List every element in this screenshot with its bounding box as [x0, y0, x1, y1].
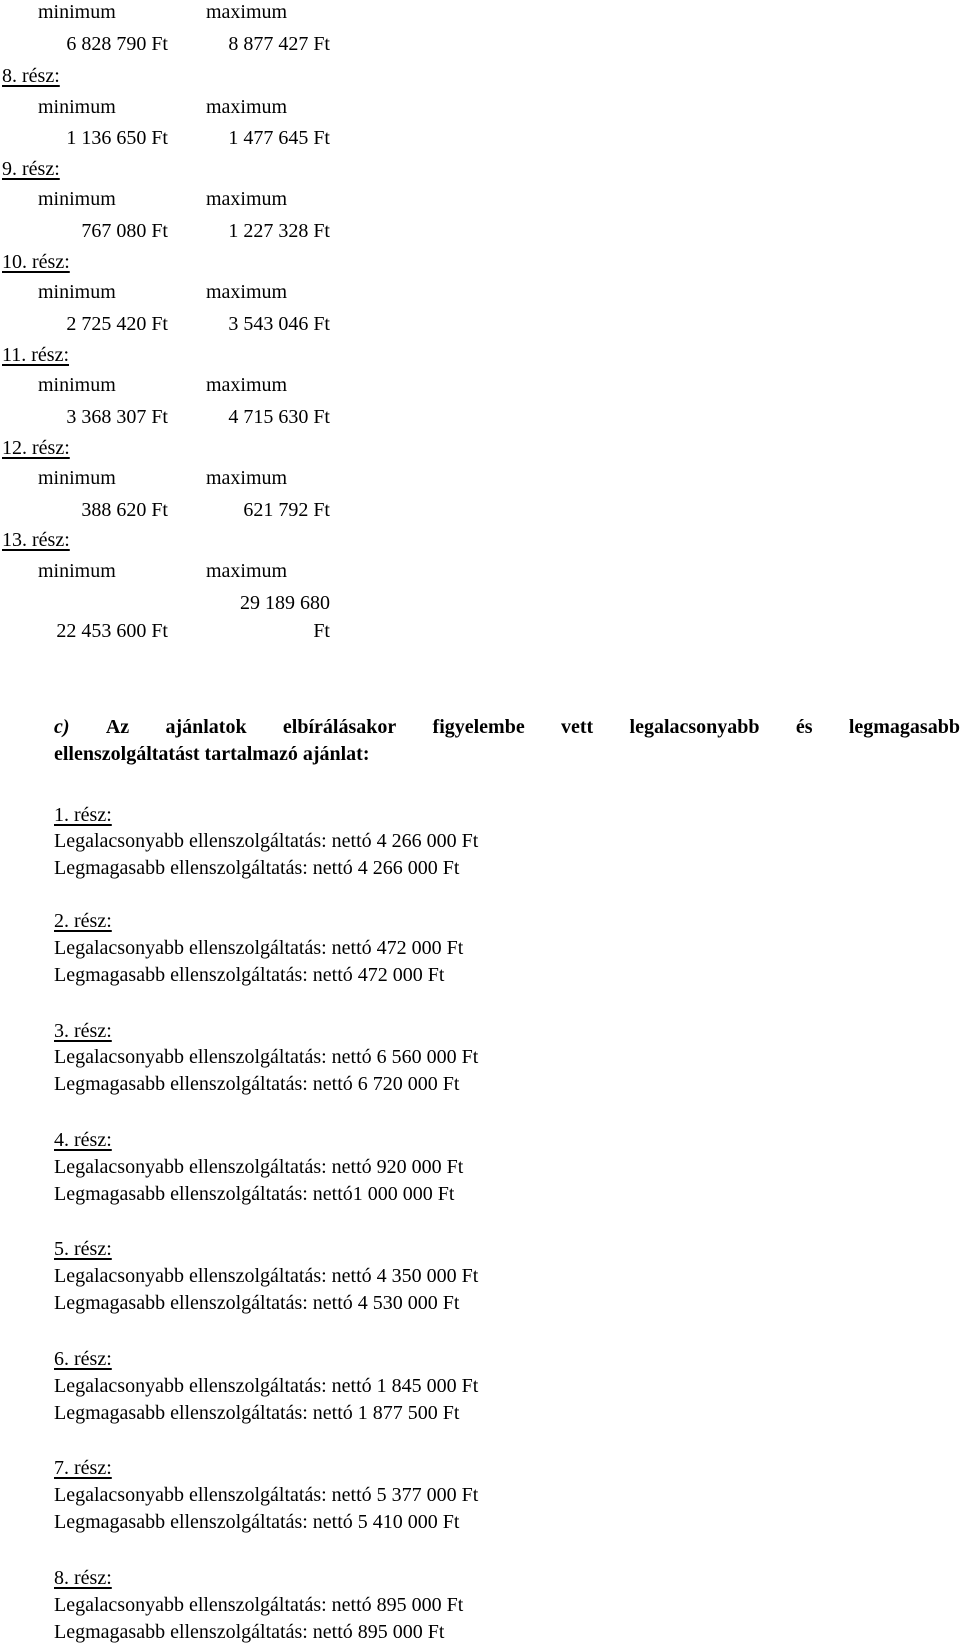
max-label: maximum [206, 1, 288, 23]
lowest-offer-line: Legalacsonyabb ellenszolgáltatás: nettó 4 266 000 Ft [54, 830, 479, 852]
max-label: maximum [206, 374, 288, 396]
header-row [0, 0, 960, 25]
min-value: 6 828 790 Ft [66, 33, 168, 55]
min-value: 22 453 600 Ft [56, 620, 168, 642]
min-label: minimum [38, 1, 116, 23]
min-label: minimum [38, 281, 116, 303]
max-value: 1 227 328 Ft [228, 220, 330, 242]
max-label: maximum [206, 188, 288, 210]
min-value: 2 725 420 Ft [66, 313, 168, 335]
highest-offer-line: Legmagasabb ellenszolgáltatás: nettó 4 266 000 Ft [54, 857, 460, 879]
section-c-heading [54, 714, 960, 768]
lowest-offer-line: Legalacsonyabb ellenszolgáltatás: nettó 1 845 000 Ft [54, 1375, 479, 1397]
value-row [0, 404, 960, 430]
header-row [0, 279, 960, 305]
max-label: maximum [206, 96, 288, 118]
header-row [0, 94, 960, 120]
part-label: 13. rész: [2, 529, 70, 551]
min-value: 3 368 307 Ft [66, 406, 168, 428]
section-c-line2: ellenszolgáltatást tartalmazó ajánlat: [54, 743, 370, 765]
section-c-word: legmagasabb [848, 716, 960, 738]
part-label: 12. rész: [2, 437, 70, 459]
header-row [0, 186, 960, 212]
offer-part-label: 1. rész: [54, 804, 112, 826]
max-value-unit: Ft [313, 620, 330, 642]
max-value: 4 715 630 Ft [228, 406, 330, 428]
max-label: maximum [206, 467, 288, 489]
lowest-offer-line: Legalacsonyabb ellenszolgáltatás: nettó 472 000 Ft [54, 937, 464, 959]
lowest-offer-line: Legalacsonyabb ellenszolgáltatás: nettó 895 000 Ft [54, 1594, 464, 1616]
min-label: minimum [38, 374, 116, 396]
min-label: minimum [38, 467, 116, 489]
header-row [0, 558, 960, 584]
value-row [0, 311, 960, 337]
min-value: 1 136 650 Ft [66, 127, 168, 149]
min-value: 767 080 Ft [81, 220, 168, 242]
min-label: minimum [38, 560, 116, 582]
offer-part-label: 8. rész: [54, 1567, 112, 1589]
value-row [0, 218, 960, 244]
value-row [0, 31, 960, 57]
highest-offer-line: Legmagasabb ellenszolgáltatás: nettó 4 530 000 Ft [54, 1292, 460, 1314]
part-label: 11. rész: [2, 344, 70, 366]
section-c-word: figyelembe [432, 716, 525, 738]
value-row [0, 497, 960, 523]
offer-part-label: 7. rész: [54, 1457, 112, 1479]
min-label: minimum [38, 96, 116, 118]
section-c-word: legalacsonyabb [629, 716, 760, 738]
value-row [0, 590, 960, 616]
offer-part-label: 5. rész: [54, 1238, 112, 1260]
min-value: 388 620 Ft [81, 499, 168, 521]
offer-part-label: 3. rész: [54, 1020, 112, 1042]
value-row [0, 125, 960, 151]
section-c-line1 [54, 714, 960, 741]
header-row [0, 465, 960, 491]
part-label: 8. rész: [2, 65, 60, 87]
section-c-word: elbírálásakor [282, 716, 397, 738]
max-label: maximum [206, 281, 288, 303]
max-value: 621 792 Ft [243, 499, 330, 521]
offer-part-label: 4. rész: [54, 1129, 112, 1151]
lowest-offer-line: Legalacsonyabb ellenszolgáltatás: nettó 920 000 Ft [54, 1156, 464, 1178]
max-value: 3 543 046 Ft [228, 313, 330, 335]
max-label: maximum [206, 560, 288, 582]
min-label: minimum [38, 188, 116, 210]
offer-part-label: 6. rész: [54, 1348, 112, 1370]
highest-offer-line: Legmagasabb ellenszolgáltatás: nettó 895 000 Ft [54, 1621, 445, 1643]
section-c-word: és [795, 716, 813, 738]
highest-offer-line: Legmagasabb ellenszolgáltatás: nettó1 000 000 Ft [54, 1183, 455, 1205]
section-c-word: ajánlatok [165, 716, 247, 738]
max-value: 29 189 680 [240, 592, 330, 614]
highest-offer-line: Legmagasabb ellenszolgáltatás: nettó 1 877 500 Ft [54, 1402, 460, 1424]
section-c-word: vett [561, 716, 594, 738]
header-row [0, 372, 960, 398]
lowest-offer-line: Legalacsonyabb ellenszolgáltatás: nettó 6 560 000 Ft [54, 1046, 479, 1068]
section-c-word: Az [105, 716, 130, 738]
highest-offer-line: Legmagasabb ellenszolgáltatás: nettó 472 000 Ft [54, 964, 445, 986]
lowest-offer-line: Legalacsonyabb ellenszolgáltatás: nettó 4 350 000 Ft [54, 1265, 479, 1287]
part-label: 10. rész: [2, 251, 70, 273]
highest-offer-line: Legmagasabb ellenszolgáltatás: nettó 5 410 000 Ft [54, 1511, 460, 1533]
max-value: 1 477 645 Ft [228, 127, 330, 149]
offer-part-label: 2. rész: [54, 910, 112, 932]
part-label: 9. rész: [2, 158, 60, 180]
lowest-offer-line: Legalacsonyabb ellenszolgáltatás: nettó 5 377 000 Ft [54, 1484, 479, 1506]
section-c-letter: c) [54, 716, 70, 738]
highest-offer-line: Legmagasabb ellenszolgáltatás: nettó 6 720 000 Ft [54, 1073, 460, 1095]
value-row [0, 618, 960, 644]
max-value: 8 877 427 Ft [228, 33, 330, 55]
